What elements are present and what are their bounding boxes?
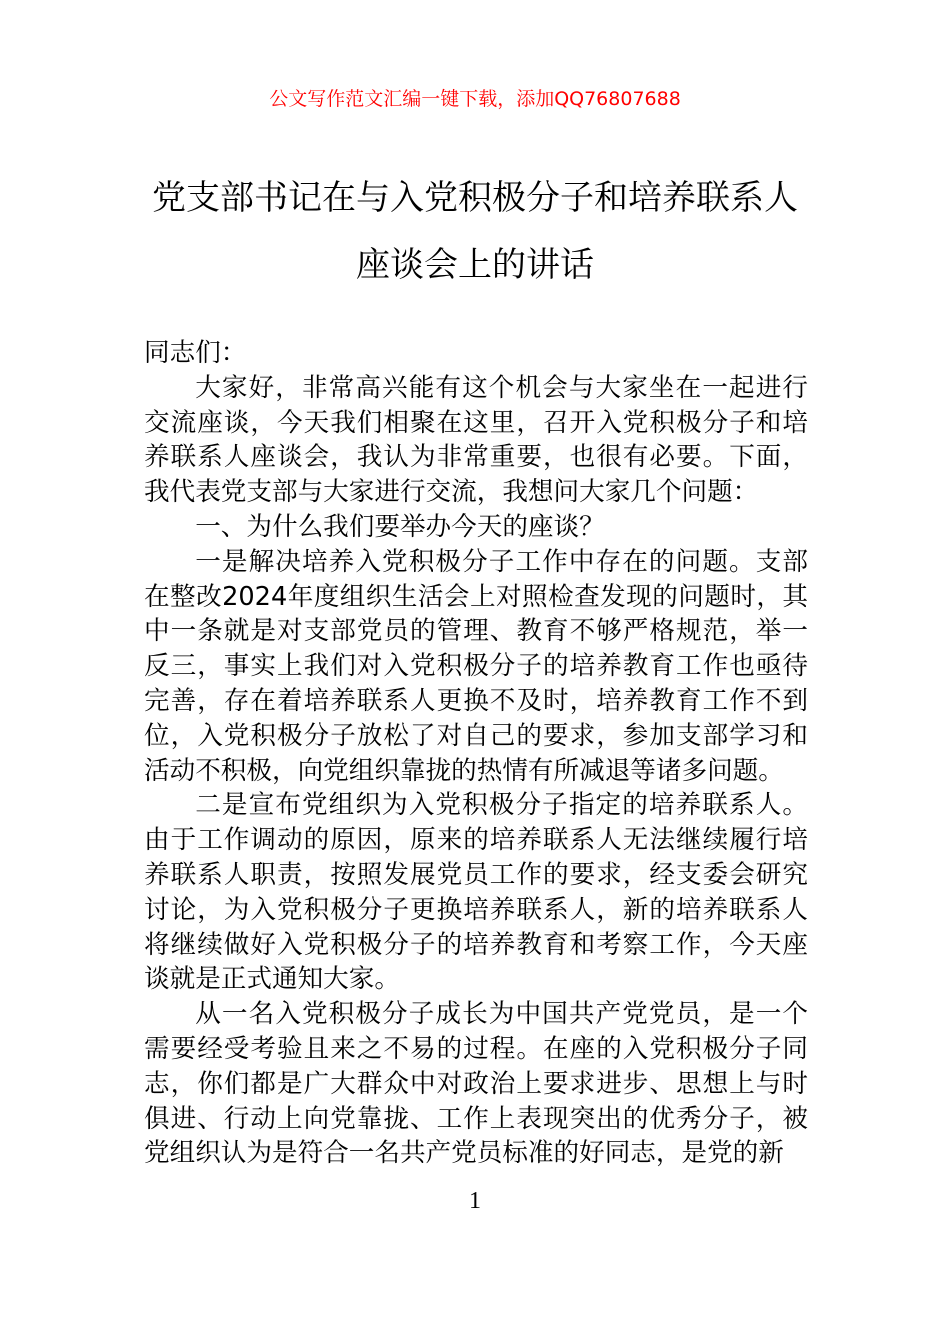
paragraph-growth: 从一名入党积极分子成长为中国共产党党员，是一个需要经受考验且来之不易的过程。在座的入党积极分子同志，你们都是广大群众中对政治上要求进步、思想上与时俱进、行动上向党靠拢、工作上表现突出的优秀分子，被党组织认为是符合一名共产党员标准的好同志，是党的新 <box>144 999 808 1169</box>
paragraph-intro: 大家好，非常高兴能有这个机会与大家坐在一起进行交流座谈，今天我们相聚在这里，召开入党积极分子和培养联系人座谈会，我认为非常重要，也很有必要。下面，我代表党支部与大家进行交流，我想问大家几个问题： <box>144 372 808 508</box>
salutation: 同志们： <box>144 338 247 368</box>
page-number: 1 <box>469 1188 481 1214</box>
document-body <box>144 336 808 1171</box>
paragraph-point-1: 一是解决培养入党积极分子工作中存在的问题。支部在整改2024年度组织生活会上对照检查发现的问题时，其中一条就是对支部党员的管理、教育不够严格规范，举一反三，事实上我们对入党积极分子的培养教育工作也亟待完善，存在着培养联系人更换不及时，培养教育工作不到位，入党积极分子放松了对自己的要求，参加支部学习和活动不积极，向党组织靠拢的热情有所减退等诸多问题。 <box>144 546 808 786</box>
paragraph-point-2: 二是宣布党组织为入党积极分子指定的培养联系人。由于工作调动的原因，原来的培养联系人无法继续履行培养联系人职责，按照发展党员工作的要求，经支委会研究讨论，为入党积极分子更换培养联系人，新的培养联系人将继续做好入党积极分子的培养教育和考察工作，今天座谈就是正式通知大家。 <box>144 790 808 995</box>
section-heading-1: 一、为什么我们要举办今天的座谈？ <box>195 511 605 542</box>
header-download-note: 公文写作范文汇编一键下载，添加QQ76807688 <box>269 88 681 110</box>
document-title: 党支部书记在与入党积极分子和培养联系人座谈会上的讲话 <box>152 178 798 285</box>
